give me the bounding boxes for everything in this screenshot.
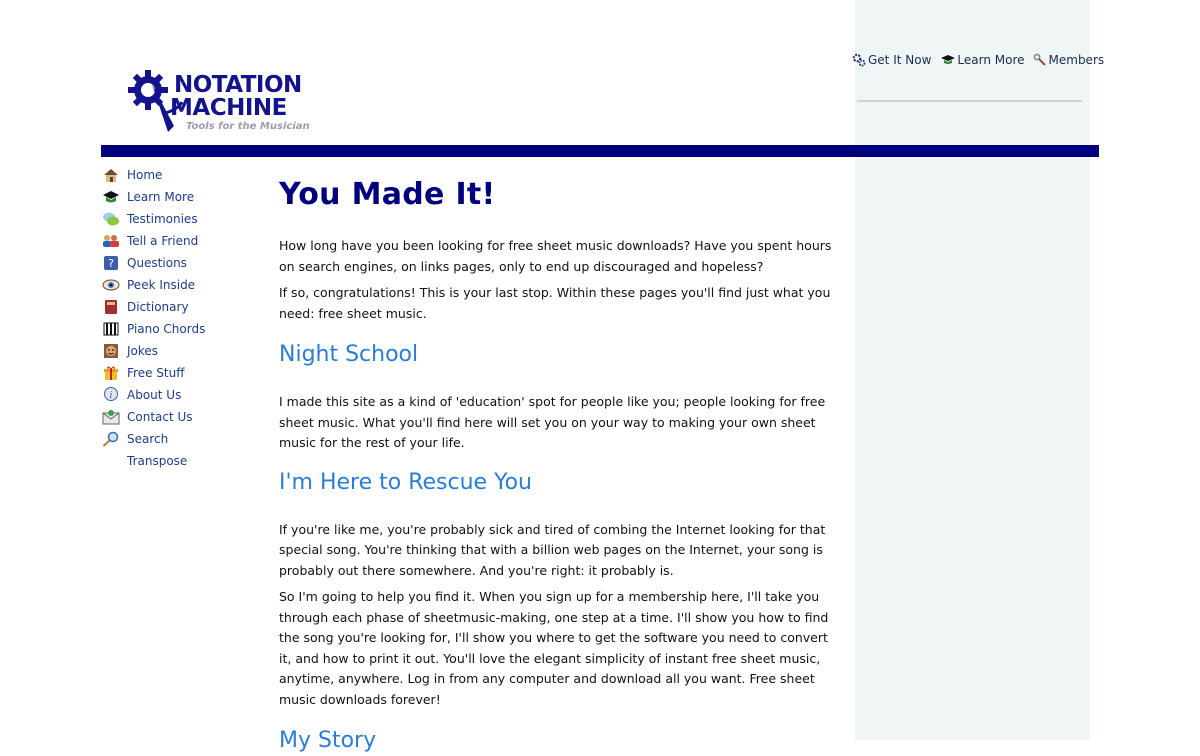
sidebar-item-jokes[interactable] [101,340,261,362]
logo-text-machine: MACHINE [170,95,287,121]
sidebar-item-label: Home [127,168,163,182]
top-link-members[interactable] [1033,53,1105,67]
top-link-label: Get It Now [868,53,932,67]
gears-icon [852,53,866,67]
top-link-label: Members [1048,53,1105,67]
sidebar-item-label: Dictionary [127,300,189,314]
house-icon [101,166,121,184]
section-heading-rescue: I'm Here to Rescue You [279,469,532,495]
book-icon [101,298,121,316]
sidebar-item-testimonies[interactable] [101,208,261,230]
sidebar-item-peek-inside[interactable] [101,274,261,296]
graduation-cap-icon [941,53,955,67]
question-icon [101,254,121,272]
people-icon [101,232,121,250]
svg-text:?: ? [108,257,114,270]
sidebar-item-label: Piano Chords [127,322,206,336]
page-title: You Made It! [279,177,496,212]
sidebar-item-transpose[interactable] [101,450,261,472]
piano-icon [101,320,121,338]
gift-icon [101,364,121,382]
sidebar-item-tell-a-friend[interactable] [101,230,261,252]
intro-paragraph: If so, congratulations! This is your last stop. Within these pages you'll find just what you need: free sheet music. [279,285,831,321]
section-heading-night-school: Night School [279,342,419,367]
svg-text:i: i [109,391,113,401]
logo-text-notation: NOTATION [174,72,302,98]
top-right-box [855,102,1090,137]
intro-paragraph: How long have you been looking for free sheet music downloads? Have you spent hours on search engines, on links pages, only to end up discouraged and hopeless? [279,238,832,274]
sidebar-item-questions[interactable] [101,252,261,274]
sidebar-item-label: Testimonies [127,212,198,226]
top-link-label: Learn More [957,53,1025,67]
sidebar-nav [101,164,261,472]
magnifier-icon [101,430,121,448]
info-icon [101,386,121,404]
sidebar-item-label: Questions [127,256,187,270]
sidebar-item-label: Tell a Friend [127,234,199,248]
sidebar-item-dictionary[interactable] [101,296,261,318]
section-paragraph: If you're like me, you're probably sick and tired of combing the Internet looking for that special song. You're thinking that with a billion web pages on the Internet, your song is probably out there somewhere. And you're right: it probably is. [279,521,826,578]
sidebar-item-free-stuff[interactable] [101,362,261,384]
mail-icon [101,408,121,426]
logo-tagline: Tools for the Musician [186,121,310,132]
graduation-cap-icon [101,188,121,206]
sidebar-item-label: Search [127,432,169,446]
sidebar-item-contact-us[interactable] [101,406,261,428]
sidebar-item-label: Learn More [127,190,195,204]
face-icon [101,342,121,360]
sidebar-item-label: Transpose [127,454,188,468]
top-link-learn-more[interactable] [941,53,1024,67]
sidebar-item-label: Free Stuff [127,366,185,380]
section-paragraph: So I'm going to help you find it. When you sign up for a membership here, I'll take you through each phase of sheetmusic-making, one step at a time. I'll show you how to find the song you're looking for, I'll show you where to get the software you need to convert it, and how to print it out. You'll love the elegant simplicity of instant free sheet music, anytime, anywhere. Log in from any computer and download all you want. Free sheet music downloads forever! [279,589,829,707]
sidebar-item-learn-more[interactable] [101,186,261,208]
top-links [852,50,1105,70]
site-logo[interactable] [126,66,331,138]
sidebar-item-label: Contact Us [127,410,193,424]
speech-bubbles-icon [101,210,121,228]
sidebar-item-piano-chords[interactable] [101,318,261,340]
sidebar-item-about-us[interactable] [101,384,261,406]
sidebar-item-label: Peek Inside [127,278,196,292]
header-bar [101,145,1099,157]
top-link-get-it-now[interactable] [852,53,931,67]
main-content [279,174,839,756]
section-heading-my-story: My Story [279,728,377,753]
sidebar-item-label: Jokes [127,344,159,358]
key-icon [1033,53,1047,67]
sidebar-item-home[interactable] [101,164,261,186]
sidebar-item-label: About Us [127,388,182,402]
eye-icon [101,276,121,294]
section-paragraph: I made this site as a kind of 'education' spot for people like you; people looking for free sheet music. What you'll find here will set you on your way to making your own sheet music for the rest of your life. [279,394,826,450]
sidebar-item-search[interactable] [101,428,261,450]
